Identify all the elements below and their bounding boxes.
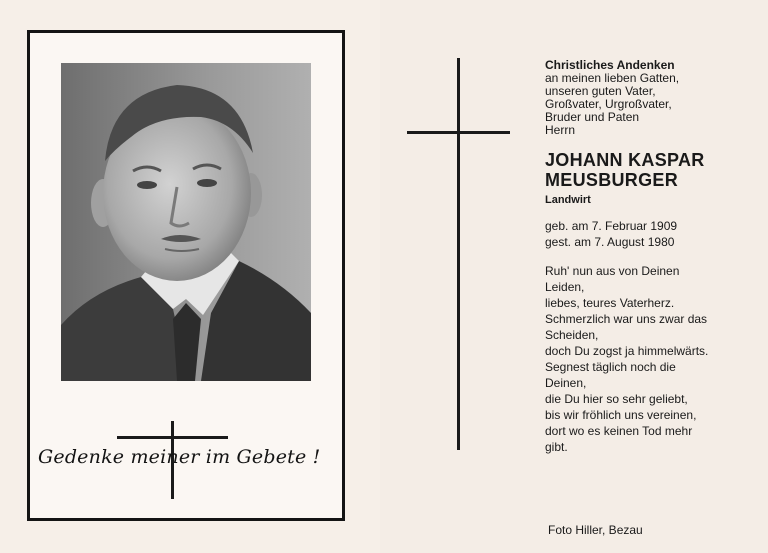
dedication-block [545,72,760,137]
poem-line: doch Du zogst ja himmelwärts. [545,344,709,358]
dedication-line: Bruder und Paten [545,110,640,124]
dedication-line: unseren guten Vater, [545,84,656,98]
prayer-text: Gedenke meiner im Gebete ! [38,446,321,468]
birth-date: geb. am 7. Februar 1909 [545,219,678,233]
cross-left-horizontal-bar [117,436,228,439]
death-date: gest. am 7. August 1980 [545,235,675,249]
dedication-line: Herrn [545,123,576,137]
dedication-line: an meinen lieben Gatten, [545,71,680,85]
poem-line: Scheiden, [545,328,599,342]
cross-right-horizontal-bar [407,131,510,134]
memorial-text-column [545,58,760,455]
deceased-name [545,150,760,190]
poem-line: Schmerzlich war uns zwar das [545,312,708,326]
poem-line: dort wo es keinen Tod mehr [545,424,693,438]
portrait-photo [61,63,311,381]
poem-line: Deinen, [545,376,587,390]
photo-credit: Foto Hiller, Bezau [548,523,643,537]
poem-line: liebes, teures Vaterherz. [545,296,675,310]
memorial-heading: Christliches Andenken [545,58,675,72]
deceased-name-line: MEUSBURGER [545,170,679,190]
deceased-name-line: JOHANN KASPAR [545,150,705,170]
poem-line: bis wir fröhlich uns vereinen, [545,408,697,422]
poem-line: Leiden, [545,280,585,294]
cross-right-vertical-bar [457,58,460,450]
poem-line: die Du hier so sehr geliebt, [545,392,688,406]
memorial-poem [545,263,760,455]
poem-line: Ruh' nun aus von Deinen [545,264,680,278]
poem-line: gibt. [545,440,568,454]
dedication-line: Großvater, Urgroßvater, [545,97,672,111]
occupation: Landwirt [545,194,591,206]
life-dates [545,218,760,250]
poem-line: Segnest täglich noch die [545,360,676,374]
